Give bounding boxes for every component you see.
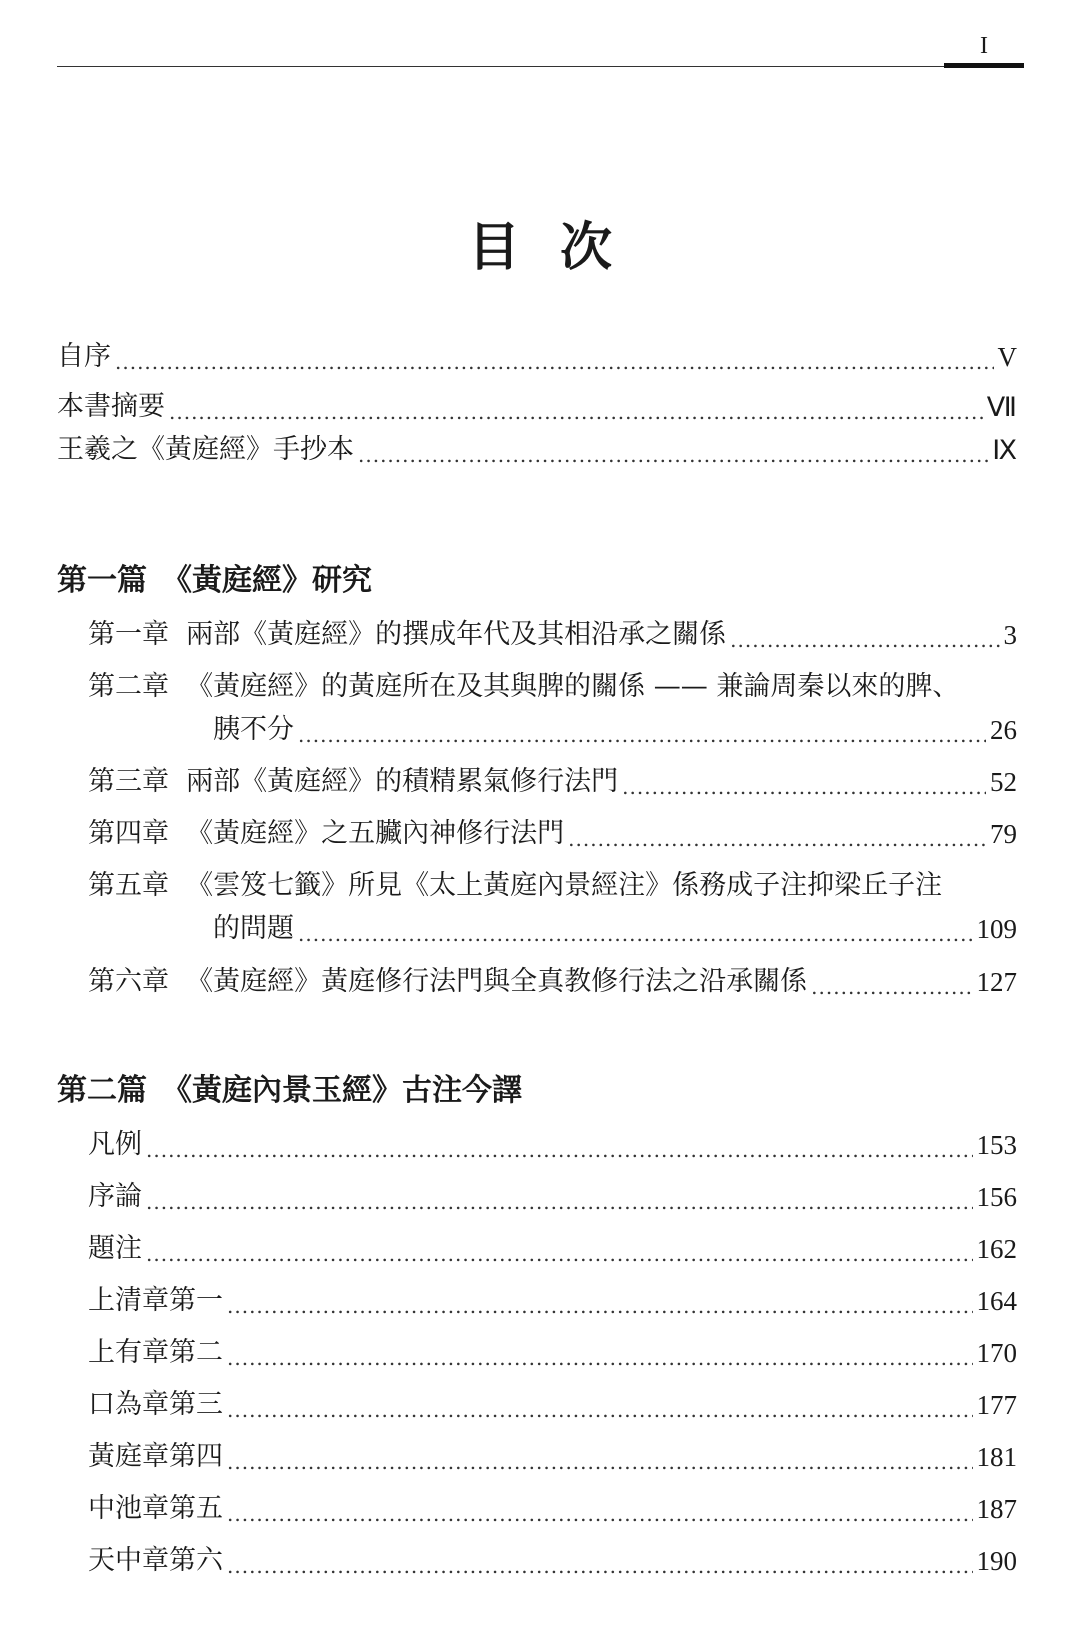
dot-leader (730, 628, 999, 652)
entry-label: 的問題 (213, 913, 294, 944)
entry-label: 王羲之《黃庭經》手抄本 (57, 434, 354, 465)
toc-entry-part2-item[interactable] (88, 1232, 1017, 1266)
toc-entry-part2-item[interactable] (88, 1388, 1017, 1422)
entry-label: 凡例 (88, 1129, 142, 1160)
entry-page: 156 (976, 1182, 1017, 1212)
entry-label: 本書摘要 (57, 391, 165, 422)
entry-label: 黃庭章第四 (88, 1441, 223, 1472)
entry-page: 181 (976, 1442, 1017, 1472)
entry-label: 第三章 兩部《黃庭經》的積精累氣修行法門 (88, 766, 619, 797)
entry-label: 第六章 《黃庭經》黃庭修行法門與全真教修行法之沿承關係 (88, 966, 808, 997)
dot-leader (146, 1242, 973, 1266)
toc-entry-part2-item[interactable] (88, 1492, 1017, 1526)
entry-page: 3 (1003, 620, 1017, 650)
entry-label: 天中章第六 (88, 1545, 223, 1576)
toc-entry-ch6[interactable] (88, 965, 1017, 999)
entry-label: 上清章第一 (88, 1285, 223, 1316)
dot-leader (227, 1450, 973, 1474)
title-char-1: 目 (467, 217, 520, 278)
toc-entry-part2-item[interactable] (88, 1284, 1017, 1318)
toc-entry-ch1[interactable] (88, 618, 1017, 652)
toc-entry-summary[interactable] (57, 390, 1017, 424)
toc-entry-ch5[interactable] (213, 912, 1017, 946)
header-bar (944, 63, 1024, 68)
dot-leader (146, 1190, 973, 1214)
entry-label: 第一章 兩部《黃庭經》的撰成年代及其相沿承之關係 (88, 619, 727, 650)
entry-label: 口為章第三 (88, 1389, 223, 1420)
toc-entry-part2-item[interactable] (88, 1180, 1017, 1214)
dot-leader (622, 775, 986, 799)
dot-leader (115, 350, 994, 374)
toc-entry-preface[interactable] (57, 340, 1017, 374)
toc-entry-part2-item[interactable] (88, 1440, 1017, 1474)
entry-page: Ⅸ (992, 435, 1017, 465)
entry-label: 胰不分 (213, 714, 294, 745)
part-1-heading: 第一篇 《黃庭經》研究 (57, 563, 372, 598)
entry-page: 187 (976, 1494, 1017, 1524)
entry-label: 第四章 《黃庭經》之五臟內神修行法門 (88, 818, 565, 849)
part-2-heading: 第二篇 《黃庭內景玉經》古注今譯 (57, 1073, 522, 1108)
entry-page: 164 (976, 1286, 1017, 1316)
toc-entry-ch5-line1[interactable]: 第五章 《雲笈七籤》所見《太上黃庭內景經注》係務成子注抑梁丘子注 (88, 870, 943, 901)
dot-leader (169, 400, 983, 424)
dot-leader (298, 922, 973, 946)
toc-entry-part2-item[interactable] (88, 1336, 1017, 1370)
entry-page: 177 (976, 1390, 1017, 1420)
header-rule (57, 66, 1017, 67)
dot-leader (227, 1554, 973, 1578)
entry-label: 中池章第五 (88, 1493, 223, 1524)
toc-entry-ch4[interactable] (88, 817, 1017, 851)
dot-leader (146, 1138, 973, 1162)
entry-page: 79 (990, 819, 1017, 849)
dot-leader (358, 443, 988, 467)
entry-page: 52 (990, 767, 1017, 797)
entry-page: 109 (976, 914, 1017, 944)
toc-entry-part2-item[interactable] (88, 1128, 1017, 1162)
toc-entry-ch2[interactable] (213, 713, 1017, 747)
entry-label: 題注 (88, 1233, 142, 1264)
toc-entry-part2-item[interactable] (88, 1544, 1017, 1578)
title-char-2: 次 (560, 217, 613, 278)
entry-page: 190 (976, 1546, 1017, 1576)
entry-page: 170 (976, 1338, 1017, 1368)
entry-page: 26 (990, 715, 1017, 745)
entry-page: 162 (976, 1234, 1017, 1264)
entry-page: 127 (976, 967, 1017, 997)
dot-leader (811, 975, 972, 999)
entry-label: 上有章第二 (88, 1337, 223, 1368)
toc-entry-ch3[interactable] (88, 765, 1017, 799)
page-number: I (980, 33, 988, 59)
dot-leader (227, 1398, 973, 1422)
dot-leader (227, 1294, 973, 1318)
entry-page: Ⅶ (986, 392, 1017, 422)
entry-label: 序論 (88, 1181, 142, 1212)
dot-leader (568, 827, 986, 851)
dot-leader (298, 723, 986, 747)
dot-leader (227, 1346, 973, 1370)
page-title (0, 205, 1080, 280)
entry-page: 153 (976, 1130, 1017, 1160)
entry-label: 自序 (57, 341, 111, 372)
toc-entry-manuscript[interactable] (57, 433, 1017, 467)
dot-leader (227, 1502, 973, 1526)
entry-page: V (997, 342, 1017, 372)
toc-entry-ch2-line1[interactable]: 第二章 《黃庭經》的黃庭所在及其與脾的關係 —— 兼論周秦以來的脾、 (88, 671, 960, 702)
